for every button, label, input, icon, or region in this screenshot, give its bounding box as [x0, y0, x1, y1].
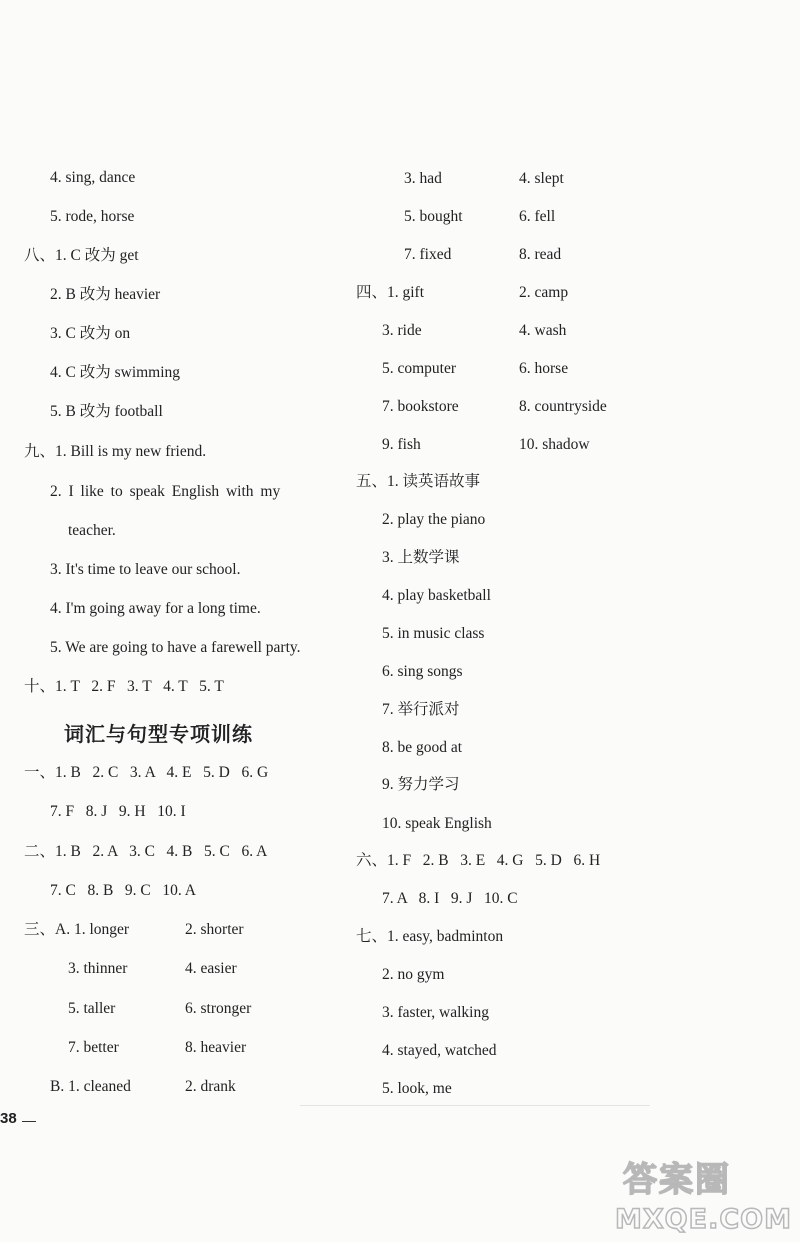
answer-line: 4. play basketball [382, 587, 491, 604]
answer-line: 6. sing songs [382, 663, 463, 680]
answer-line: 五、1. 读英语故事 [356, 473, 481, 490]
answer-line: 三、A. 1. longer [24, 921, 130, 938]
answer-line: 3. C 改为 on [50, 325, 131, 342]
answer-line: 4. stayed, watched [382, 1042, 497, 1059]
answer-line: 7. F 8. J 9. H 10. I [50, 803, 186, 820]
answer-line: 8. heavier [185, 1039, 247, 1056]
answer-line: 4. C 改为 swimming [50, 364, 181, 381]
section-heading: 词汇与句型专项训练 [64, 722, 253, 746]
answer-line: 3. had [404, 170, 442, 187]
answer-line: 6. stronger [185, 1000, 252, 1017]
answer-line: 2. B 改为 heavier [50, 286, 161, 303]
answer-line: 2. camp [519, 284, 569, 301]
answer-line: 二、1. B 2. A 3. C 4. B 5. C 6. A [24, 843, 268, 860]
answer-line: 7. fixed [404, 246, 452, 263]
answer-line: 3. thinner [68, 960, 128, 977]
answer-line: 5. rode, horse [50, 208, 135, 225]
answer-line: 3. 上数学课 [382, 549, 460, 566]
answer-line: 6. horse [519, 360, 569, 377]
watermark-logo [615, 1152, 795, 1242]
answer-line: teacher. [68, 522, 116, 539]
watermark-url: MXQE.COM [615, 1204, 792, 1235]
answer-line: 7. better [68, 1039, 119, 1056]
answer-line: 九、1. Bill is my new friend. [24, 443, 207, 460]
answer-line: 2. no gym [382, 966, 445, 983]
answer-line: 4. wash [519, 322, 567, 339]
answer-line: B. 1. cleaned [50, 1078, 131, 1095]
answer-line: 5. in music class [382, 625, 485, 642]
answer-line: 8. read [519, 246, 562, 263]
answer-line: 10. shadow [519, 436, 590, 453]
answer-line: 4. I'm going away for a long time. [50, 600, 261, 617]
answer-line: 5. taller [68, 1000, 116, 1017]
answer-line: 10. speak English [382, 815, 492, 832]
answer-line: 2. play the piano [382, 511, 486, 528]
answer-line: 4. sing, dance [50, 169, 136, 186]
answer-line: 7. A 8. I 9. J 10. C [382, 890, 518, 907]
answer-line: 9. 努力学习 [382, 776, 460, 793]
answer-line: 4. slept [519, 170, 564, 187]
watermark-text: 答案圈 [623, 1160, 731, 1200]
answer-line: 7. C 8. B 9. C 10. A [50, 882, 196, 899]
answer-line: 4. easier [185, 960, 237, 977]
answer-line: 8. be good at [382, 739, 463, 756]
answer-line: 5. bought [404, 208, 463, 225]
answer-line: 十、1. T 2. F 3. T 4. T 5. T [24, 678, 224, 695]
answer-line: 7. bookstore [382, 398, 459, 415]
answer-line: 一、1. B 2. C 3. A 4. E 5. D 6. G [24, 764, 269, 781]
answer-line: 5. computer [382, 360, 457, 377]
answer-line: 8. countryside [519, 398, 607, 415]
answer-line: 3. ride [382, 322, 422, 339]
answer-line: 5. look, me [382, 1080, 452, 1097]
answer-line: 六、1. F 2. B 3. E 4. G 5. D 6. H [356, 852, 601, 869]
answer-line: 9. fish [382, 436, 421, 453]
answer-line: 3. faster, walking [382, 1004, 489, 1021]
answer-line: 四、1. gift [356, 284, 425, 301]
answer-line: 3. It's time to leave our school. [50, 561, 241, 578]
answer-line: 2. I like to speak English with my [50, 483, 281, 500]
answer-line: 2. drank [185, 1078, 236, 1095]
answer-line: 6. fell [519, 208, 556, 225]
answer-line: 5. We are going to have a farewell party. [50, 639, 301, 656]
page-number: 38 [0, 1110, 17, 1127]
page-number-dash [22, 1121, 36, 1122]
answer-line: 七、1. easy, badminton [356, 928, 504, 945]
answer-line: 7. 举行派对 [382, 701, 460, 718]
answer-line: 2. shorter [185, 921, 244, 938]
answer-line: 八、1. C 改为 get [24, 247, 139, 264]
divider [300, 1105, 650, 1106]
answer-line: 5. B 改为 football [50, 403, 163, 420]
